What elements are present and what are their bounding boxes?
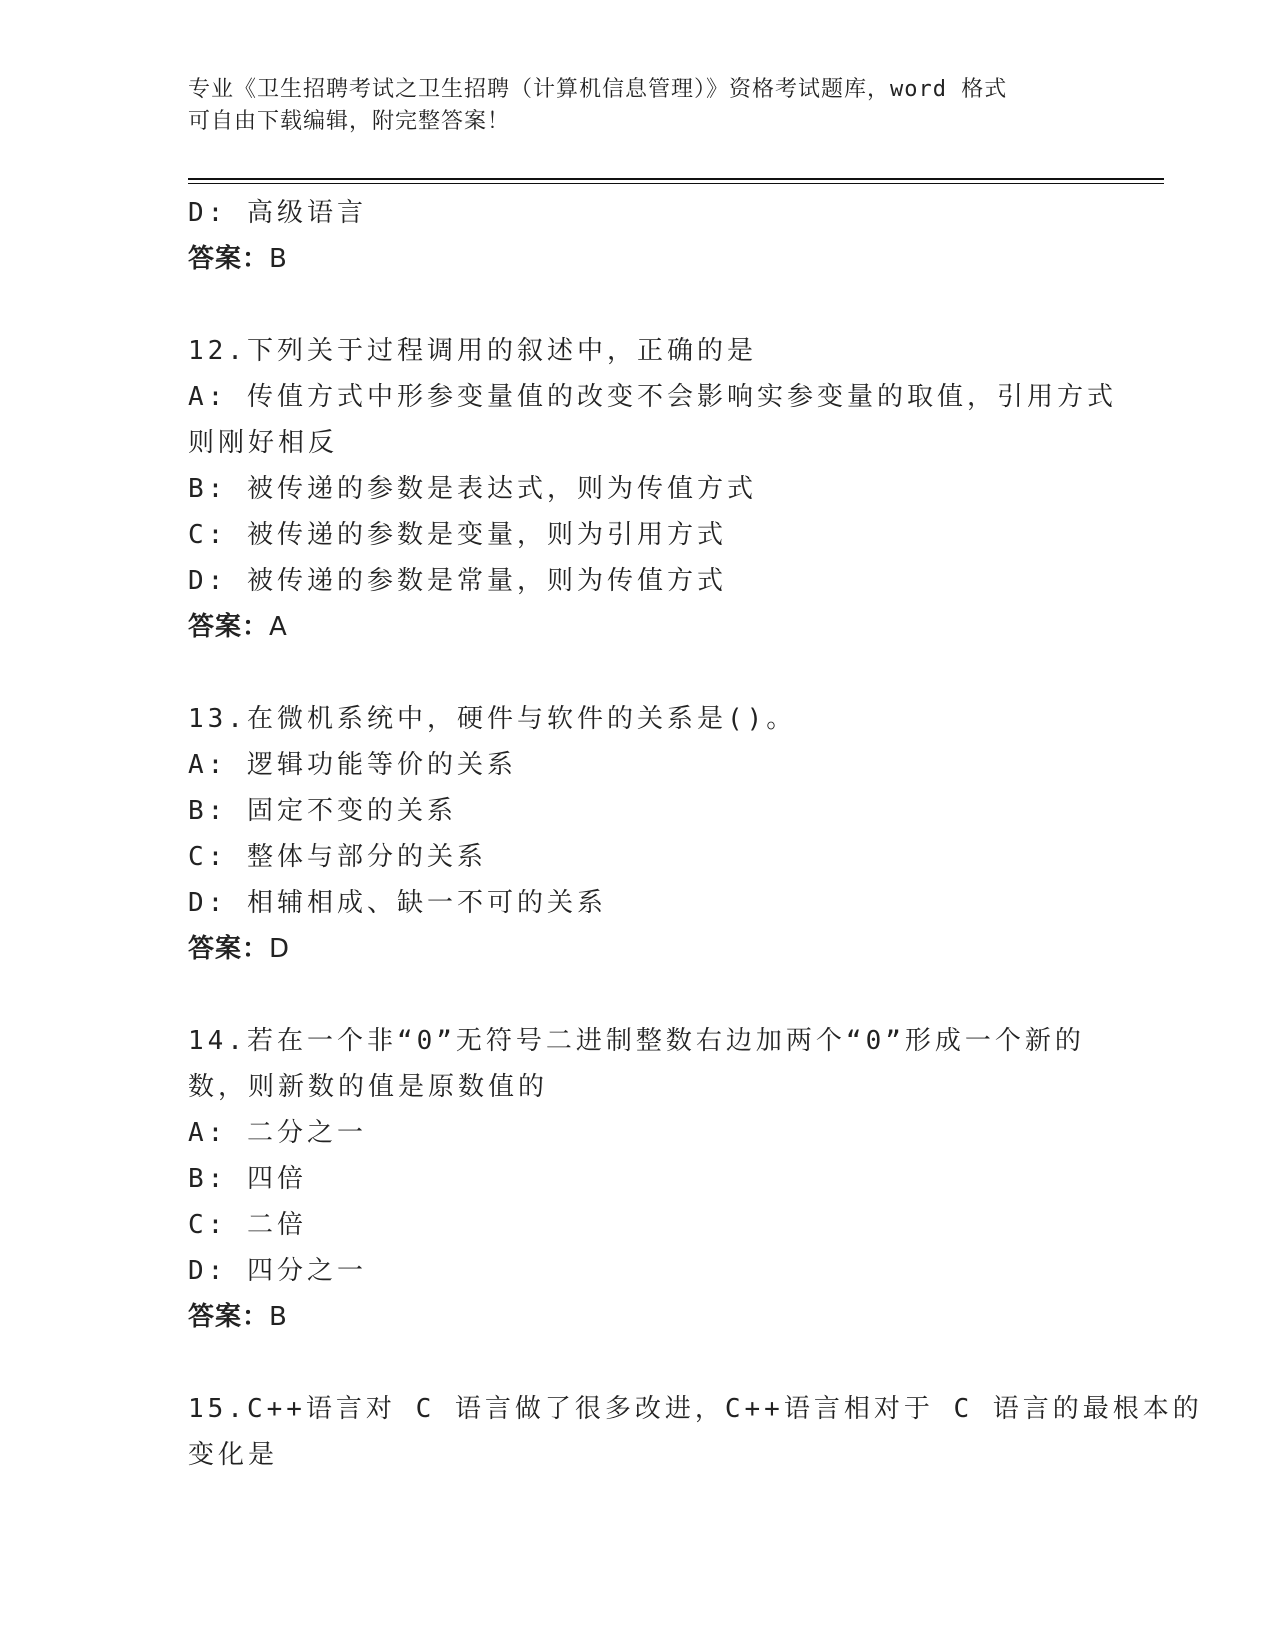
header-divider [188, 178, 1164, 180]
question-text: 12.下列关于过程调用的叙述中，正确的是 [188, 336, 757, 366]
answer-label: 答案： [188, 934, 270, 964]
header-line-1: 专业《卫生招聘考试之卫生招聘（计算机信息管理）》资格考试题库，word 格式 [188, 77, 1008, 102]
question-text: 15.C++语言对 C 语言做了很多改进，C++语言相对于 C 语言的最根本的 [188, 1394, 1203, 1424]
answer [188, 1294, 1088, 1340]
option-c: C: 被传递的参数是变量，则为引用方式 [188, 520, 727, 550]
question-15 [188, 1386, 1203, 1478]
option-c: C: 整体与部分的关系 [188, 842, 487, 872]
option-a: A: 逻辑功能等价的关系 [188, 750, 517, 780]
option-b: B: 四倍 [188, 1164, 307, 1194]
header-line-2: 可自由下载编辑，附完整答案！ [188, 109, 511, 134]
option-a-cont: 则刚好相反 [188, 428, 339, 458]
page-header [188, 74, 1068, 138]
option-d: D: 四分之一 [188, 1256, 367, 1286]
option-b: B: 固定不变的关系 [188, 796, 457, 826]
answer-value: A [269, 612, 288, 642]
question-text: 13.在微机系统中，硬件与软件的关系是()。 [188, 704, 797, 734]
header-divider-thin [188, 183, 1164, 184]
answer-value: B [269, 244, 288, 274]
option-a: A: 二分之一 [188, 1118, 367, 1148]
answer-label: 答案： [188, 1302, 270, 1332]
question-14 [188, 1018, 1088, 1340]
question-text: 14.若在一个非“0”无符号二进制整数右边加两个“0”形成一个新的 [188, 1026, 1085, 1056]
answer-value: B [269, 1302, 288, 1332]
option-c: C: 二倍 [188, 1210, 307, 1240]
answer-label: 答案： [188, 612, 270, 642]
option-b: B: 被传递的参数是表达式，则为传值方式 [188, 474, 757, 504]
option-d: D: 相辅相成、缺一不可的关系 [188, 888, 607, 918]
question-text-cont: 变化是 [188, 1440, 279, 1470]
answer [188, 604, 1088, 650]
answer-value: D [269, 934, 291, 964]
question-12 [188, 328, 1117, 650]
option-d: D: 高级语言 [188, 198, 367, 228]
option-a: A: 传值方式中形参变量值的改变不会影响实参变量的取值，引用方式 [188, 382, 1117, 412]
answer [188, 926, 1088, 972]
option-d: D: 被传递的参数是常量，则为传值方式 [188, 566, 727, 596]
answer-label: 答案： [188, 244, 270, 274]
answer [188, 236, 1088, 282]
question-text-cont: 数，则新数的值是原数值的 [188, 1072, 549, 1102]
document-body [188, 190, 1203, 1478]
question-13 [188, 696, 1088, 972]
